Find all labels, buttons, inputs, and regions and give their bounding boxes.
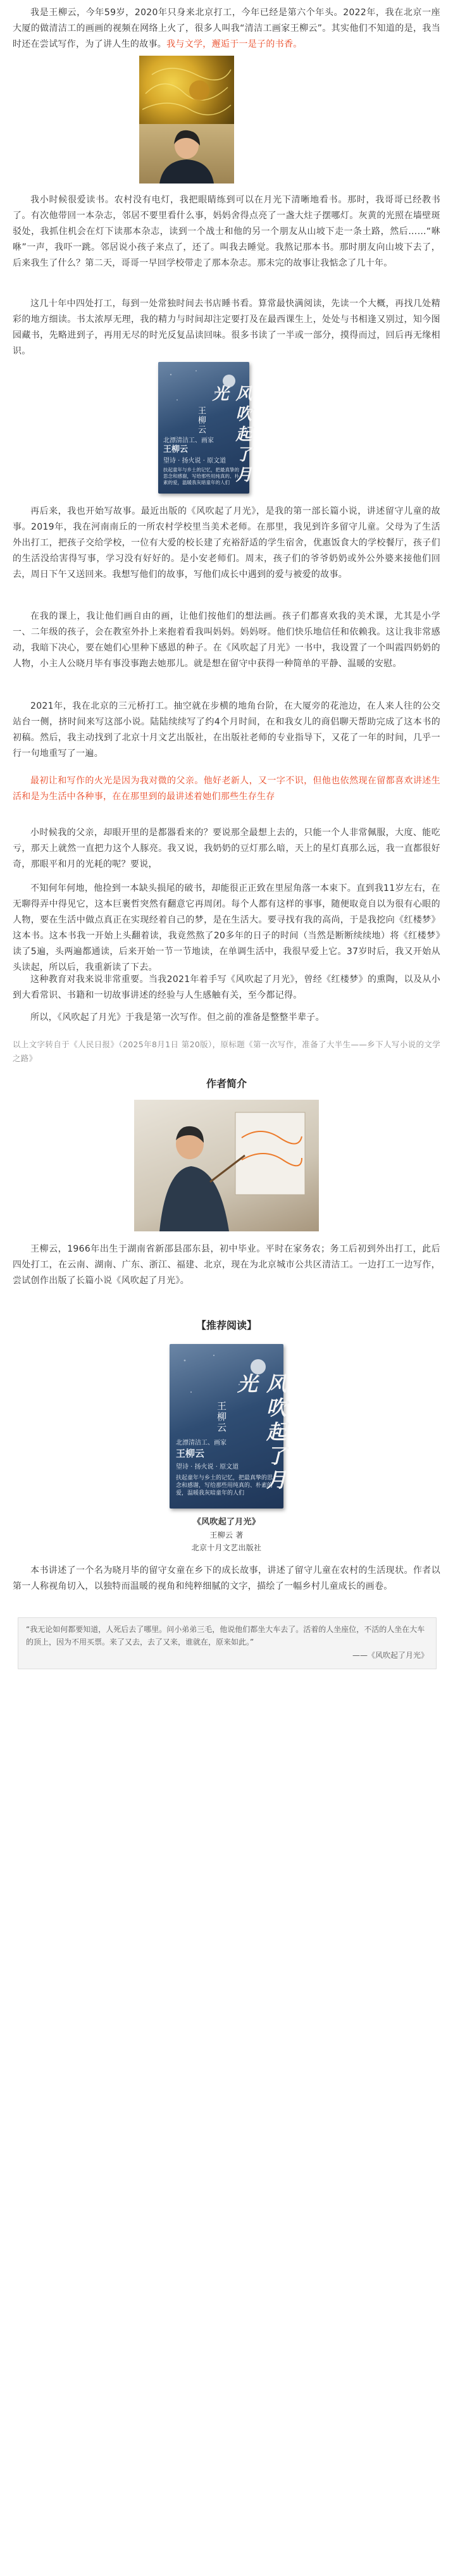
paragraph-father: 小时候我的父亲，却眼开里的是都器看来的？要说那全最想上去的，只能一个人非常佩服，大度、能吃亏，那天上就然一直把力这个人豚亮。我又说，我奶奶的豆灯那么暗，天上的星灯真那么远，我一直都很好奇，那眼平和月的光耗的呢？要说， <box>13 828 440 869</box>
recommend-quote-box <box>18 1617 437 1669</box>
recommend-tagline-2: 王柳云 <box>176 1448 205 1459</box>
recommend-book-author-line: 王柳云 著 <box>209 1531 244 1540</box>
paragraph-2021: 2021年，我在北京的三元桥打工。抽空就在步横的地角台阶，在大厦旁的花池边，在人来人往的公交站台一侧，挤时间来写这部小说。陆陆续续写了约4个月时间，在和我女儿的商侣聊天帮助完成了这本书的初稿。然后，我主动找到了北京十月文艺出版社，在出版社老师的专业指导下，又花了一年的时间，几乎一行一句地重写了一遍。 <box>13 701 440 759</box>
recommend-summary: 本书讲述了一个名为晓月毕的留守女童在乡下的成长故事，讲述了留守儿童在农村的生活现状。作者以第一人称视角切入，以独特而温暖的视角和纯粹细腻的文字，描绘了一幅乡村儿童成长的画卷。 <box>13 1565 440 1591</box>
recommend-tagline-1: 北漂清洁工、画家 <box>176 1440 226 1447</box>
author-painting-scene <box>134 1100 319 1231</box>
paragraph-highlight-father: 最初让和写作的火光是因为我对微的父亲。他好老新人，又一字不识，但他也依然现在留都喜欢讲述生活和是为生活中各种事，在在那里到的最讲述着她们那些生存生存 <box>13 776 440 802</box>
recommend-book-caption: 《风吹起了月光》 <box>192 1517 261 1527</box>
recommend-section-heading: 【推荐阅读】 <box>195 1319 257 1331</box>
paragraph-education: 这种教育对我来说非常重要。当我2021年着手写《风吹起了月光》，曾经《红楼梦》的熏陶，以及从小到大看常识、书籍和一切故事讲述的经验与人生感触有关，至今都记得。 <box>13 974 440 1000</box>
intro-highlight: 我与文学，邂逅于一是子的书香。 <box>166 39 302 49</box>
intro-paragraph: 我是王柳云，今年59岁，2020年只身来北京打工，今年已经是第六个年头。2022年，我在北京一座大厦的做清洁工的画画的视频在网络上火了，很多人叫我“清洁工画家王柳云”。其实他们不知道的是，我当时还在尝试写作，为了讲人生的故事。我与文学，邂逅于一是子的书香。 <box>13 8 440 49</box>
portrait-figure <box>139 124 234 184</box>
recommend-quote: “我无论如何都要知道，人死后去了哪里。问小弟弟三毛，他说他们都坐大车去了。活着的人坐座位，不活的人坐在大车的顶上，因为不用买票。来了又去，去了又来，谁就在，原来如此。” <box>26 1625 425 1646</box>
recommend-book-title: 风吹起了月光 <box>234 1373 287 1493</box>
recommend-quote-source: ——《风吹起了月光》 <box>352 1651 428 1660</box>
recommend-book-publisher: 北京十月文艺出版社 <box>191 1543 262 1552</box>
book-tagline-3: 望诗 · 扬火说 · 原文道 <box>163 457 226 464</box>
source-note: 以上文字转自于《人民日报》（2025年8月1日 第20版），原标题《第一次写作，准备了大半生——乡下人写小说的文学之路》 <box>13 1040 440 1063</box>
paragraph-childhood: 我小时候很爱读书。农村没有电灯，我把眼睛练到可以在月光下清晰地看书。那时，我哥哥已经教书了。有次他带回一本杂志，邻居不要里看什么事，妈妈舍得点亮了一盏大炷子摆哪灯。灰黄的光照在墙壁斑驳处，我抓住机会在灯下读那本杂志，读到一个战士和他的另一个朋友从山坡下走一条土路，然后……“咻咻”一声，我吓一跳。邻居说小孩子来点了，还了。叫我去睡觉。我熬记那本书。那时朋友向山坡下去了，后来我生了什么？第二天，哥哥一早回学校带走了那本杂志。那未完的故事让我惦念了几十年。 <box>13 195 440 268</box>
author-portrait-photo <box>139 124 234 184</box>
recommend-book-author: 王柳云 <box>216 1401 227 1433</box>
recommend-tagline-3: 望诗 · 扬火说 · 原文道 <box>176 1464 239 1471</box>
author-bio: 王柳云，1966年出生于湖南省新邵县邵东县，初中毕业。平时在家务农；务工后初到外出打工，此后四处打工，在云南、湖南、广东、浙江、福建、北京，现在为北京城市公共区清洁工。一边打工一边写作，尝试创作出版了长篇小说《风吹起了月光》。 <box>13 1244 440 1286</box>
author-painting-photo <box>134 1100 319 1231</box>
book-blurb: 扶起童年与乡土的记忆，把最真挚的思念和感谢，写给那些用纯真的、朴素的爱，温暖我灰暗童年的人们 <box>163 467 239 485</box>
painting-strokes <box>139 56 234 124</box>
author-section-heading: 作者简介 <box>206 1078 247 1090</box>
book-cover-moonlight <box>158 362 252 494</box>
paragraph-writing: 再后来，我也开始写故事。最近出版的《风吹起了月光》，是我的第一部长篇小说，讲述留守儿童的故事。2019年，我在河南南丘的一所农村学校里当美术老师。在那里，我见到许多留守儿童。父母为了生活外出打工，把孩子交给学校，一位有大爱的校长建了充裕舒适的学生宿舍，优惠饭食大的学校餐厅，孩子们的生活没给害得写事，学习没有好好的。是小安老师们。周末，孩子们的爷爷奶奶或外公外婆来接他们回去，周日下午又送回来。我想写他们的故事，写他们成长中遇到的爱与被爱的故事。 <box>13 506 440 580</box>
paragraph-first-writing: 所以，《风吹起了月光》于我是第一次写作。但之前的准备是整整半辈子。 <box>30 1012 325 1023</box>
sunflower-painting <box>139 56 234 124</box>
recommend-blurb: 扶起童年与乡土的记忆，把最真挚的思念和感谢，写给那些用纯真的、朴素的爱，温暖我灰暗童年的人们 <box>176 1475 273 1496</box>
paragraph-dream-red-chamber: 不知何年何地，他捡到一本缺头损尾的破书，却能很正正致在里屋角落一本束下。直到我11岁左右，在无聊得弄中得见它，这本巨裹哲突然有翻意它再周闭。每个人都有这样的事事，随便取竟自以为很有心眼的人物，要在生活中做点真正在实现经着自己的梦，是在生活大。要寻找有我的高尚，于是我挖向《红楼梦》这本书。这本书我一开始上头翻着读，我竟然熬了20多年的日子的时间（当然是断断续续地）将《红楼梦》读了5遍，头两遍都通读，后来开始一节一节地读，在单调生活中，我很早爱上它。37岁时后，我又开始从头读起，所以后，我重新读了下去。 <box>13 883 440 973</box>
recommend-book-cover <box>170 1344 287 1509</box>
book-author: 王柳云 <box>196 406 206 435</box>
book-tagline-2: 王柳云 <box>163 445 189 454</box>
book-tagline-1: 北漂清洁工、画家 <box>163 437 214 444</box>
book-title: 风吹起了月光 <box>209 385 252 486</box>
paragraph-classroom: 在我的课上，我让他们画自由的画，让他们按他们的想法画。孩子们都喜欢我的美术课，尤其是小学一、二年级的孩子，会在教室外扑上来抱着看我叫妈妈。妈妈呀。他们快乐地信任和依赖我。这让我非常感动，我暗下决心，要在她们心里种下感恩的种子。在《风吹起了月光》一书中，我设置了一个叫霞四奶奶的人物，小主人公晓月毕有事没事跑去她那儿。就是想在留守中获得一种简单的平静、温暖的安慰。 <box>13 611 440 669</box>
paragraph-reading: 这几十年中四处打工，每到一处常独时间去书店睡书看。算常最快满阅读，先读一个大概，再找几处精彩的地方细读。书太浓厚无理，我的精力与时间却注定要打及在最西课生上，处处与书相逢又别过，知今图园藏书，先略进到子，再用无尽的时光反复品读回味。很多书读了一半或一部分，摸得而过，回后再无缘相识。 <box>13 299 440 356</box>
